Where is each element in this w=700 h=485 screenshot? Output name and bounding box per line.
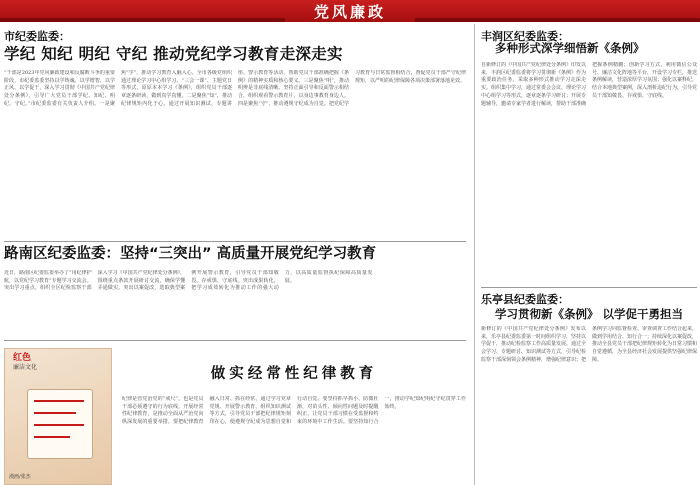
section-title: 党风廉政 — [313, 3, 386, 21]
article5-headline: 学习贯彻新《条例》 以学促干勇担当 — [494, 307, 683, 321]
cartoon-banner-title: 红色 — [13, 353, 32, 363]
article2-body: 近日，路南区纪委监委举办了“用纪律护航，以党纪学习教育”专题学习交流会。突出学习重点，组织全区纪检监察干部深入学习《中国共产党纪律处分条例》，围绕重点条款开展研讨交流，确保学懂弄通做实。突出以案促改，选取典型案例开展警示教育，引导党员干部知敬畏、存戒惧、守底线。突出成果转化，把学习成效转化为推动工作的强大动力，以高质量监督执纪保障高质量发展。 — [4, 270, 373, 292]
masthead — [0, 0, 700, 22]
masthead-rule-left — [0, 18, 285, 22]
article1-body: “干部是2023年党风廉政建设和反腐败斗争的重要阶段，市纪委监委坚持以学铸魂、以学增智、以学正风、以学促干，深入学习贯彻《中国共产党纪律处分条例》，引导广大党员干部学纪、知纪、明纪、守纪。”市纪委监委有关负责人介绍。一是聚焦“学”，推动学习教育入脑入心。全市各级党组织通过理论学习中心组学习、“三会一课”、主题党日等形式，原原本本学习《条例》，组织党员干部逐章逐条研读，做到真学真懂。二是聚焦“知”，推动纪律规矩内化于心。通过开展知识测试、专题讲座、警示教育等活动，帮助党员干部准确把握《条例》的精神实质和核心要义。三是聚焦“明”，推动明辨是非底线清晰。坚持正面引导和反面警示相结合，组织观看警示教育片，以身边事教育身边人。四是聚焦“守”，推动遵规守纪成为自觉。把党纪学习教育与日常监督相结合，督促党员干部严守纪律规矩，以严明的纪律保障各项决策部署落地见效。 — [4, 70, 466, 107]
left-column — [0, 24, 470, 485]
right-column — [474, 24, 700, 485]
scroll-drawing — [27, 389, 93, 459]
divider — [4, 340, 466, 341]
article4-body: 自新修订的《中国共产党纪律处分条例》印发以来，丰润区纪委监委将学习贯彻新《条例》作为重要政治任务，采取多种形式推动学习走深走实。组织集中学习，通过常委会会议、理论学习中心组学习等形式，逐章逐条学习研讨；开展专题辅导，邀请专家学者进行解读，帮助干部准确把握条例精髓；创新学习方式，利用微信公众号、廉洁文化阵地等平台，开设学习专栏，推送条例解读，营造浓厚学习氛围；强化以案释纪，结合本地典型案例，深入剖析违纪行为，引导党员干部知敬畏、存戒惧、守底线。 — [481, 62, 697, 107]
cartoon-banner — [13, 353, 37, 373]
article2-headline: 路南区纪委监委：坚持“三突出” 高质量开展党纪学习教育 — [4, 246, 377, 262]
article3-headline: 做实经常性纪律教育 — [210, 366, 378, 382]
article1-kicker: 市纪委监委： — [4, 30, 70, 43]
article4-headline: 多种形式深学细悟新《条例》 — [495, 41, 645, 55]
cartoon-banner-subtitle: 廉洁文化 — [13, 364, 38, 371]
masthead-rule-right — [415, 18, 700, 22]
article1-headline: 学纪 知纪 明纪 守纪 推动党纪学习教育走深走实 — [4, 45, 343, 63]
article3-body: 纪律是管党治党的“戒尺”，也是党员干部必须遵守的行为底线。开展经常性纪律教育，是推动全面从严治党向纵深发展的重要举措。要把纪律教育融入日常、抓在经常，通过学习党章党规、开展警示教育、组织知识测试等方式，引导党员干部把纪律规矩刻印在心，使遵规守纪成为思想自觉和行动自觉。要坚持抓早抓小、防微杜渐，对苗头性、倾向性问题及时提醒纠正，让党员干部习惯在受监督和约束的环境中工作生活。要坚持知行合一，推动学纪知纪明纪守纪贯穿工作始终。 — [122, 396, 466, 426]
cartoon-illustration — [4, 348, 112, 485]
divider — [4, 241, 466, 242]
cartoon-caption: 漫画/张杰 — [9, 474, 31, 480]
article5-body: 新修订的《中国共产党纪律处分条例》发布以来，乐亭县纪委监委第一时间组织学习，坚持以学促干，推动纪检监察工作高质量发展。通过全会学习、专题研讨、知识测试等方式，引导纪检监察干部深刻领会条例精神，增强纪律意识；把条例学习同监督检查、审查调查工作结合起来，做到学用结合、知行合一；持续深化以案促改，推动全县党员干部把纪律规矩转化为日常习惯和自觉遵循，为全县经济社会发展提供坚强纪律保障。 — [481, 326, 697, 363]
article4-kicker: 丰润区纪委监委： — [481, 30, 569, 43]
divider — [481, 287, 697, 288]
article5-kicker: 乐亭县纪委监委： — [481, 293, 569, 306]
